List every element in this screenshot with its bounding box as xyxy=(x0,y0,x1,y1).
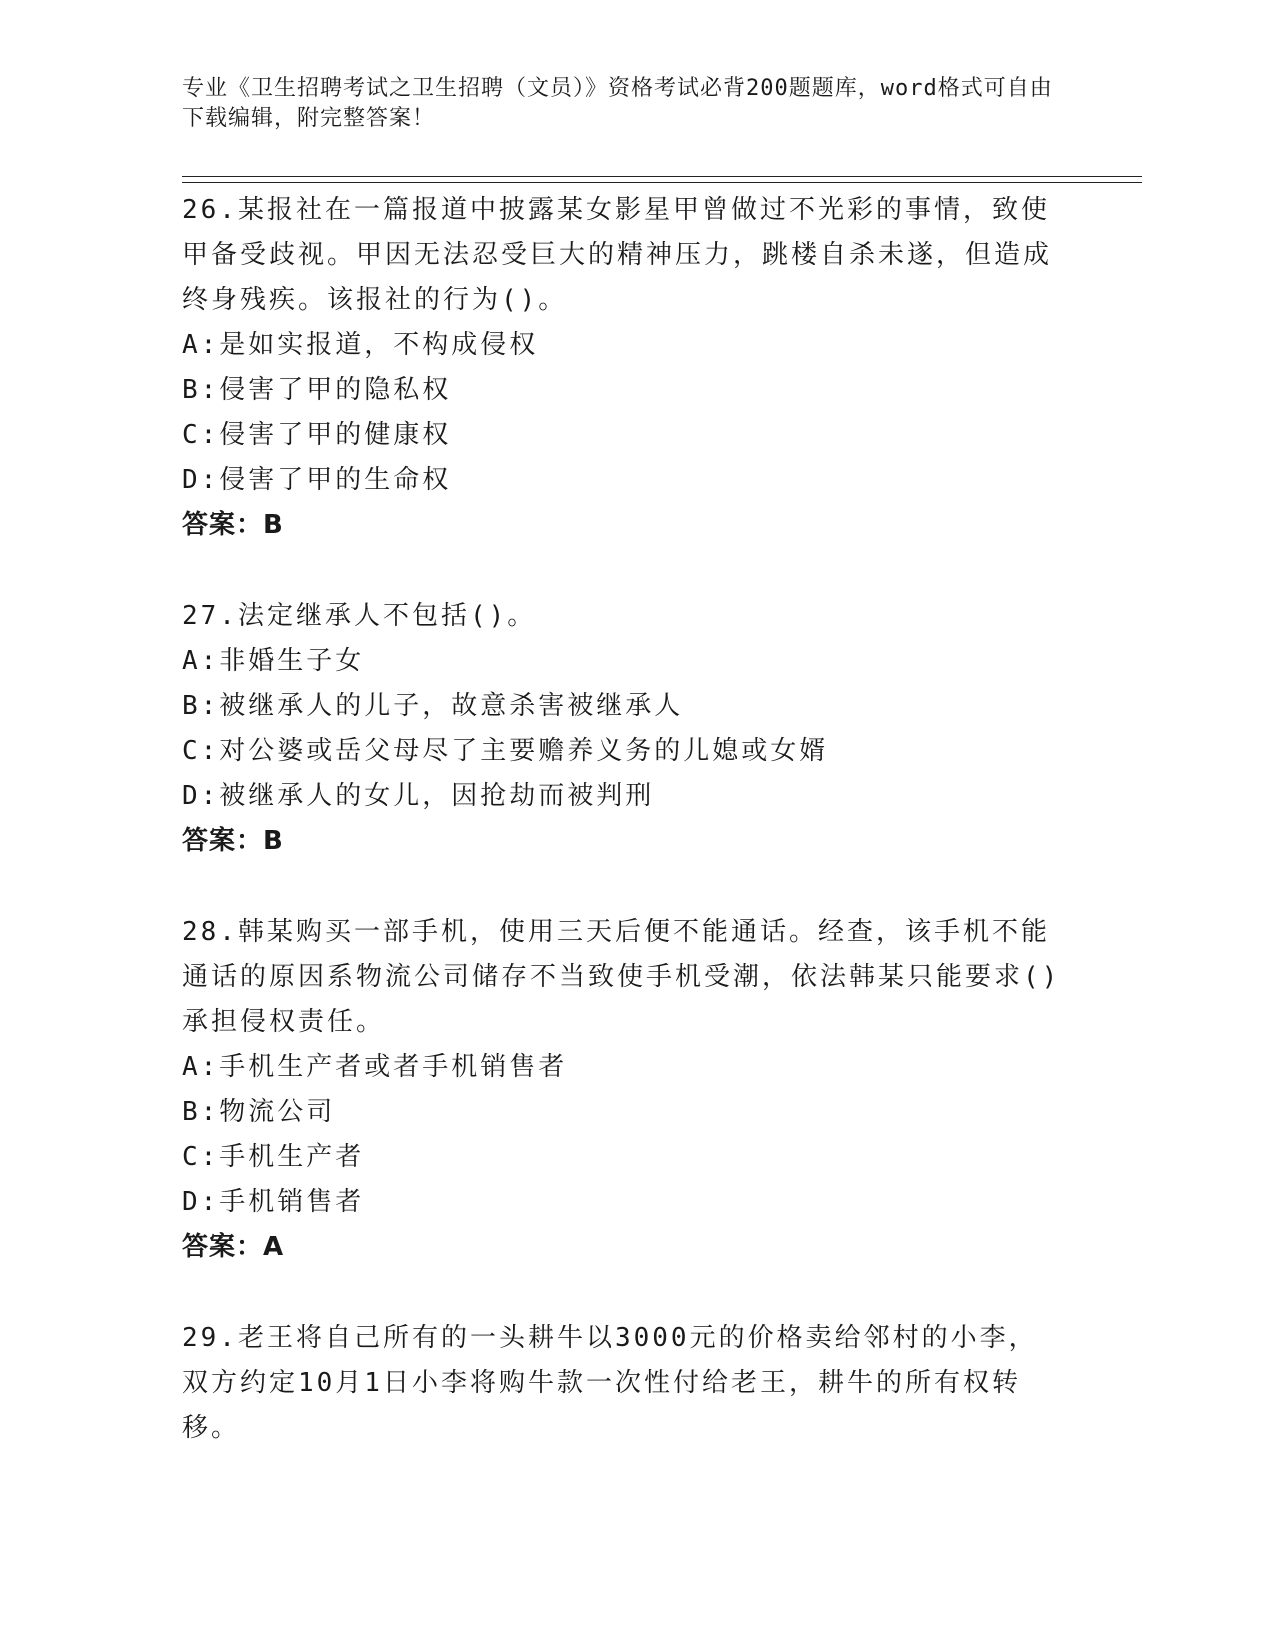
option-a: A:是如实报道，不构成侵权 xyxy=(182,330,539,360)
option-d: D:手机销售者 xyxy=(182,1187,365,1217)
question-stem: 26.某报社在一篇报道中披露某女影星甲曾做过不光彩的事情，致使甲备受歧视。甲因无法忍受巨大的精神压力，跳楼自杀未遂，但造成终身残疾。该报社的行为()。 xyxy=(182,195,1053,315)
option-b: B:物流公司 xyxy=(182,1097,336,1127)
question-stem: 28.韩某购买一部手机，使用三天后便不能通话。经查，该手机不能通话的原因系物流公司储存不当致使手机受潮，依法韩某只能要求()承担侵权责任。 xyxy=(182,917,1061,1037)
option-c: C:侵害了甲的健康权 xyxy=(182,420,452,450)
option-a: A:非婚生子女 xyxy=(182,646,365,676)
question-29 xyxy=(182,1316,1062,1451)
header-divider-top xyxy=(182,176,1142,177)
question-27 xyxy=(182,594,1062,864)
question-26 xyxy=(182,188,1062,548)
option-c: C:手机生产者 xyxy=(182,1142,365,1172)
option-d: D:侵害了甲的生命权 xyxy=(182,465,452,495)
question-28 xyxy=(182,910,1062,1270)
question-list xyxy=(182,188,1062,1497)
option-c: C:对公婆或岳父母尽了主要赡养义务的儿媳或女婿 xyxy=(182,736,829,766)
option-d: D:被继承人的女儿，因抢劫而被判刑 xyxy=(182,781,655,811)
answer: 答案：B xyxy=(182,510,284,540)
answer: 答案：B xyxy=(182,826,284,856)
option-b: B:被继承人的儿子，故意杀害被继承人 xyxy=(182,691,684,721)
question-stem: 29.老王将自己所有的一头耕牛以3000元的价格卖给邻村的小李，双方约定10月1日小李将购牛款一次性付给老王，耕牛的所有权转移。 xyxy=(182,1323,1038,1443)
option-b: B:侵害了甲的隐私权 xyxy=(182,375,452,405)
header-divider-bottom xyxy=(182,182,1142,183)
answer: 答案：A xyxy=(182,1232,285,1262)
document-header: 专业《卫生招聘考试之卫生招聘（文员）》资格考试必背200题题库，word格式可自由下载编辑，附完整答案！ xyxy=(182,76,1053,131)
option-a: A:手机生产者或者手机销售者 xyxy=(182,1052,568,1082)
question-stem: 27.法定继承人不包括()。 xyxy=(182,601,537,631)
